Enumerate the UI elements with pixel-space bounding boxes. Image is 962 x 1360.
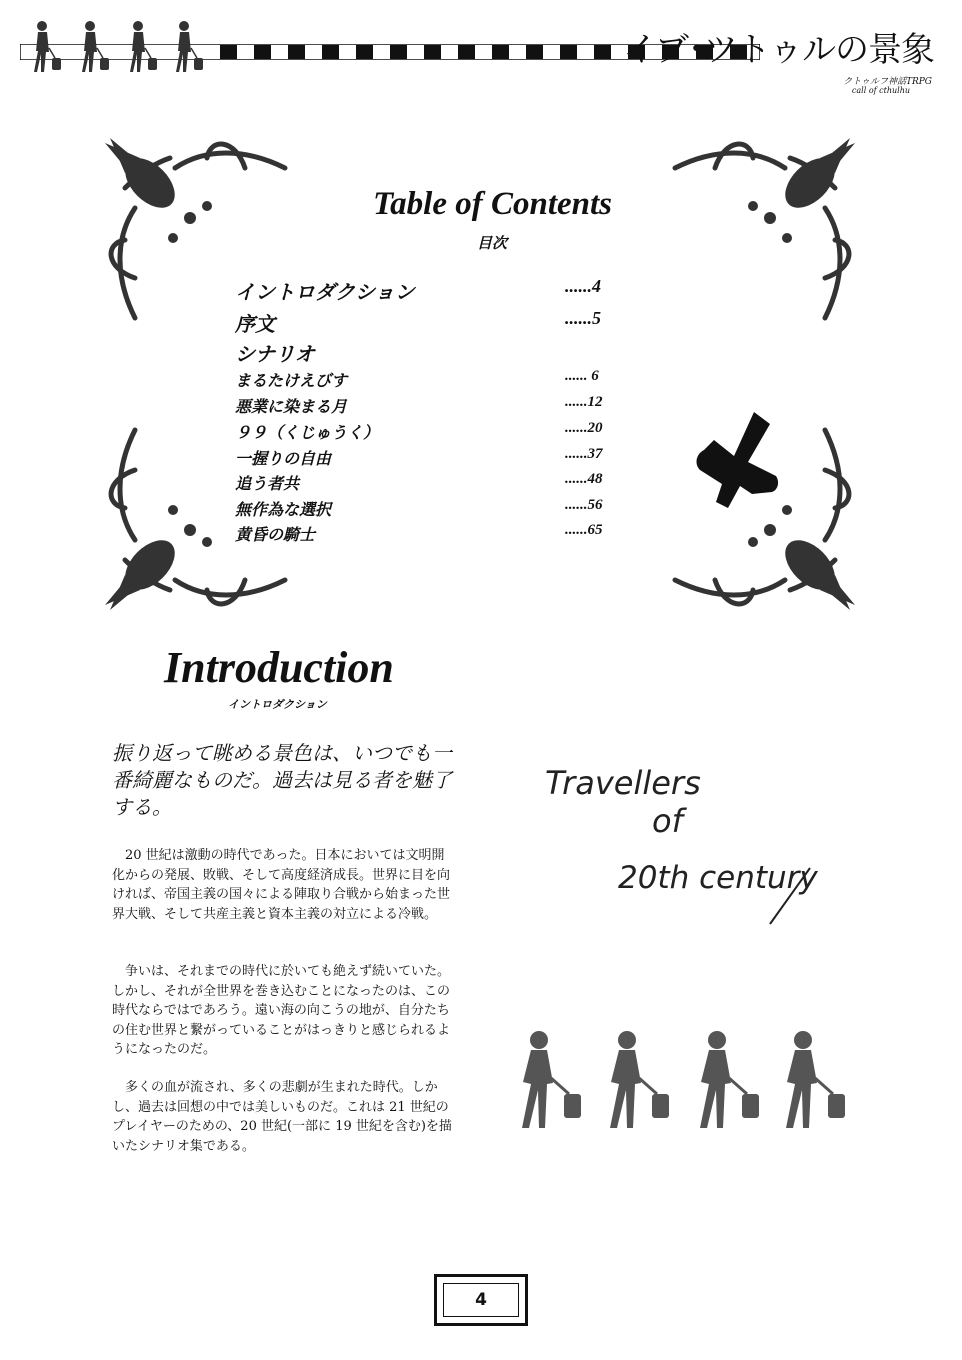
toc-section-heading [235, 338, 615, 364]
page-number: 4 [443, 1283, 519, 1317]
toc-entry-label: 追う者共 [235, 474, 300, 493]
toc-entry-label: まるたけえびす [235, 371, 348, 390]
toc-entry[interactable] [235, 522, 615, 548]
walkers-silhouettes-large [505, 1028, 865, 1133]
toc-title: Table of Contents [373, 186, 612, 222]
toc-entry[interactable] [235, 471, 615, 497]
intro-paragraph: 多くの血が流され、多くの悲劇が生まれた時代。しかし、過去は回想の中では美しいものだ。これは 21 世紀のプレイヤーのための、20 世紀(一部に 19 世紀を含む)を描いたシナリオ集である。 [112, 1080, 452, 1154]
toc-entry-label: シナリオ [235, 342, 315, 366]
intro-paragraph: 争いは、それまでの時代に於いても絶えず続いていた。しかし、それが全世界を巻き込むことになったのは、この時代ならではであろう。遠い海の向こうの地が、自分たちの住む世界と繋がっていることがはっきりと感じられるようになったのだ。 [112, 964, 451, 1057]
corner-ornament-top-right [665, 128, 865, 328]
toc-entry-page: ......37 [565, 446, 603, 462]
toc-entry[interactable] [235, 446, 615, 472]
toc-entry[interactable] [235, 420, 615, 446]
toc-entry[interactable] [235, 394, 615, 420]
toc-entry-label: 無作為な選択 [235, 500, 332, 519]
toc-entry-page: ......48 [565, 471, 603, 487]
hand-line-2: of [652, 802, 683, 840]
toc-entry[interactable] [235, 368, 615, 394]
toc-entry-page: ......56 [565, 497, 603, 513]
toc-entry-page: ...... 6 [565, 368, 599, 384]
brand-subtitle: クトゥルフ神話TRPG [843, 77, 932, 87]
intro-lead-quote: 振り返って眺める景色は、いつでも一番綺麗なものだ。過去は見る者を魅了する。 [112, 741, 452, 819]
toc-entry[interactable] [235, 276, 615, 302]
toc-entry-label: 序文 [235, 312, 275, 336]
toc-subtitle: 目次 [476, 234, 507, 252]
toc-entry-label: 黄昏の騎士 [235, 525, 316, 544]
handwritten-travellers-art [540, 758, 830, 928]
black-arrow-mark [692, 410, 782, 510]
toc-entry-page: ......12 [565, 394, 603, 410]
page-number-box [434, 1274, 528, 1326]
toc-entry[interactable] [235, 497, 615, 523]
hand-line-1: Travellers [545, 764, 701, 802]
brand-title: イブ･ツトゥルの景象 [622, 30, 934, 70]
hand-line-3: 20th century [618, 860, 818, 896]
toc-entry[interactable] [235, 308, 615, 334]
toc-entry-label: 悪業に染まる月 [235, 397, 348, 416]
intro-paragraph: 20 世紀は激動の時代であった。日本においては文明開化からの発展、敗戦、そして高度経済成長。世界に目を向ければ、帝国主義の国々による陣取り合戦から始まった世界大戦、そして共産主義と資本主義の対立による冷戦。 [112, 848, 451, 922]
toc-entry-label: 一握りの自由 [235, 449, 332, 468]
brand-subtitle-english: call of cthulhu [851, 86, 910, 95]
intro-subtitle: イントロダクション [228, 698, 327, 711]
toc-entry-label: ９９（くじゅうく） [235, 423, 380, 442]
toc-entry-label: イントロダクション [235, 280, 415, 304]
header-walkers-silhouettes [22, 18, 222, 76]
toc-entry-page: ......5 [565, 308, 601, 328]
toc-entry-page: ......4 [565, 276, 601, 296]
intro-title: Introduction [164, 643, 394, 692]
toc-entry-page: ......65 [565, 522, 603, 538]
toc-entry-page: ......20 [565, 420, 603, 436]
